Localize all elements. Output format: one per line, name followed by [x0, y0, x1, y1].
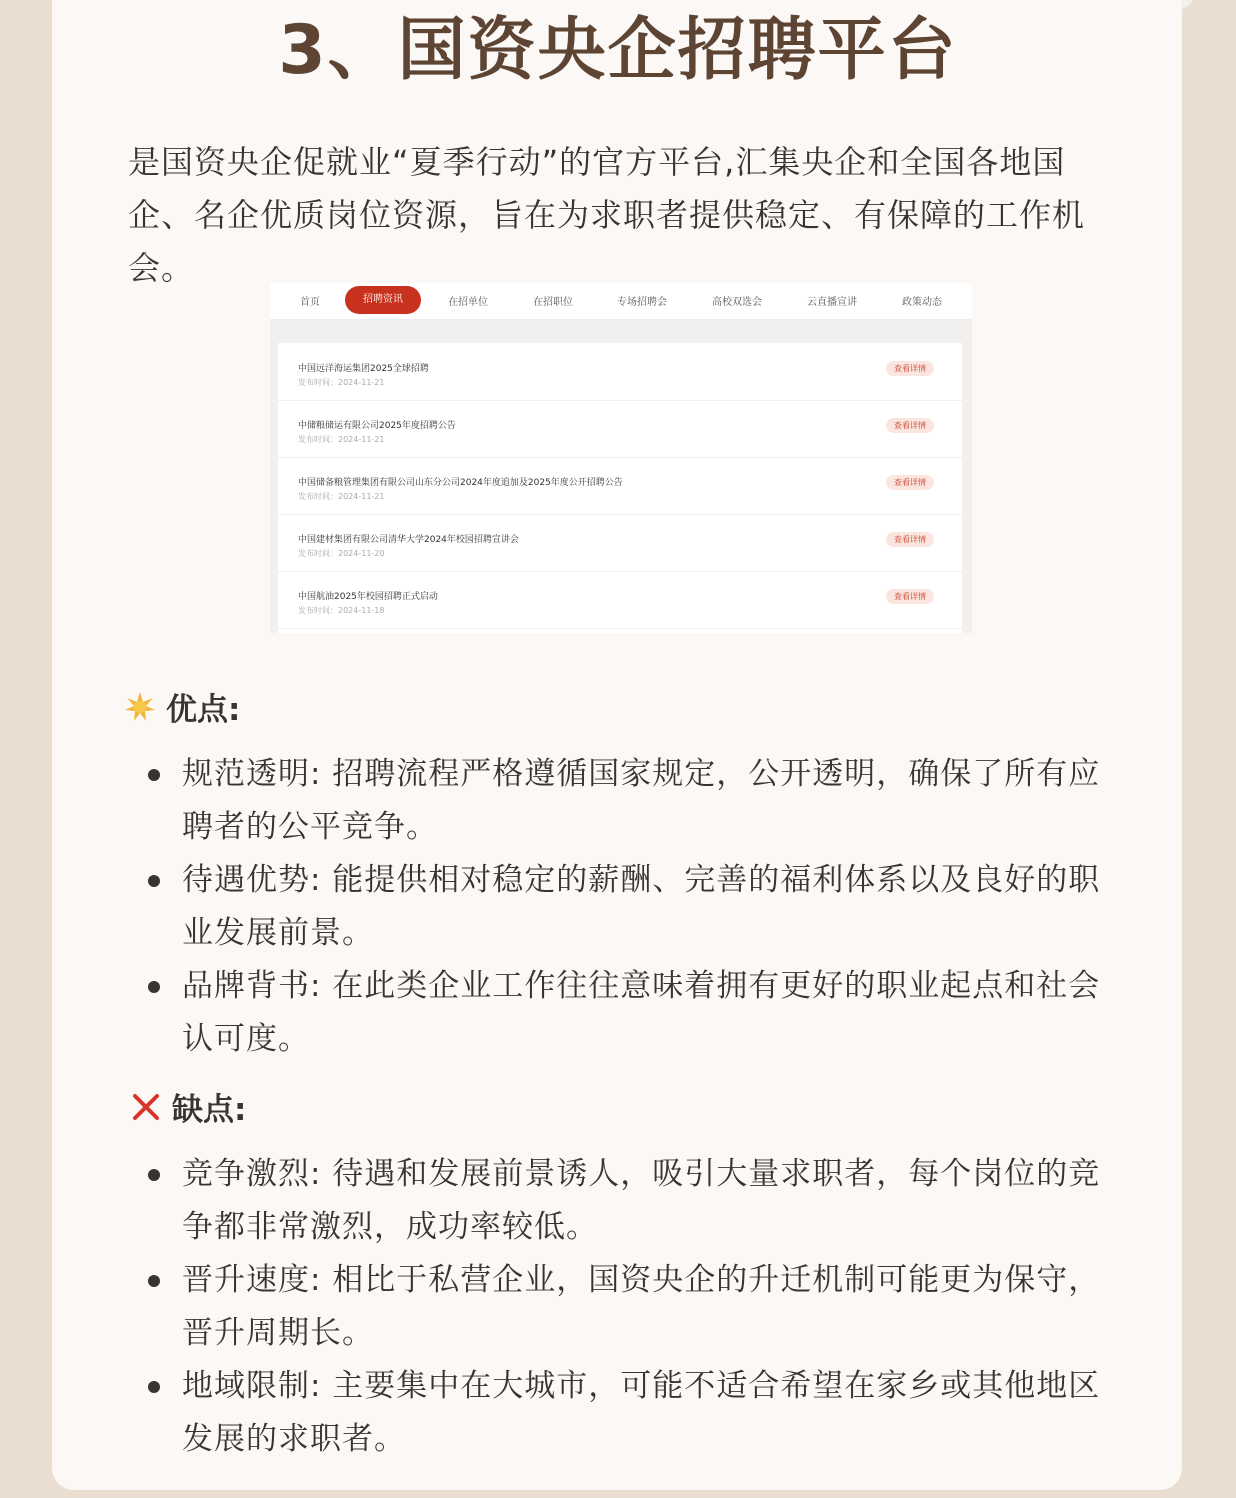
news-list: [278, 343, 962, 633]
nav-item-home[interactable]: 首页: [300, 297, 320, 308]
list-item[interactable]: [278, 343, 962, 401]
list-item: 待遇优势: 能提供相对稳定的薪酬、完善的福利体系以及良好的职业发展前景。: [148, 854, 1108, 960]
view-details-button[interactable]: 查看详情: [886, 532, 934, 547]
list-item-date: 发布时间：2024-11-18: [298, 606, 385, 615]
list-item[interactable]: [278, 514, 962, 572]
intro-paragraph: 是国资央企促就业“夏季行动”的官方平台,汇集央企和全国各地国企、名企优质岗位资源，旨在为求职者提供稳定、有保障的工作机会。: [128, 143, 1086, 287]
cons-list: [148, 1148, 1108, 1466]
list-item: 品牌背书: 在此类企业工作往往意味着拥有更好的职业起点和社会认可度。: [148, 960, 1108, 1066]
page-title: 3、国资央企招聘平台: [278, 11, 958, 90]
nav-item-recruit-news[interactable]: 招聘资讯: [345, 286, 421, 314]
list-item-title: 中国航油2025年校园招聘正式启动: [298, 592, 438, 602]
view-details-button[interactable]: 查看详情: [886, 361, 934, 376]
screenshot-nav-bar: [270, 283, 972, 320]
nav-item-hiring-units[interactable]: 在招单位: [448, 297, 488, 308]
nav-item-campus-fairs[interactable]: 高校双选会: [712, 297, 762, 308]
view-details-button[interactable]: 查看详情: [886, 475, 934, 490]
list-item: 竞争激烈: 待遇和发展前景诱人，吸引大量求职者，每个岗位的竞争都非常激烈，成功率较低。: [148, 1148, 1108, 1254]
view-details-button[interactable]: 查看详情: [886, 418, 934, 433]
cons-heading: [130, 1084, 246, 1129]
pros-list: [148, 748, 1108, 1066]
list-item: 地域限制: 主要集中在大城市，可能不适合希望在家乡或其他地区发展的求职者。: [148, 1360, 1108, 1466]
view-details-button[interactable]: 查看详情: [886, 589, 934, 604]
list-item-title: 中国建材集团有限公司清华大学2024年校园招聘宣讲会: [298, 535, 519, 545]
list-item[interactable]: [278, 571, 962, 629]
list-item: 规范透明: 招聘流程严格遵循国家规定，公开透明，确保了所有应聘者的公平竞争。: [148, 748, 1108, 854]
red-cross-icon: [130, 1091, 162, 1123]
list-item: 晋升速度: 相比于私营企业，国资央企的升迁机制可能更为保守，晋升周期长。: [148, 1254, 1108, 1360]
nav-item-hiring-positions[interactable]: 在招职位: [533, 297, 573, 308]
list-item-date: 发布时间：2024-11-20: [298, 549, 385, 558]
list-item-title: 中国储备粮管理集团有限公司山东分公司2024年度追加及2025年度公开招聘公告: [298, 478, 623, 488]
list-item[interactable]: [278, 400, 962, 458]
cons-heading-text: 缺点:: [172, 1092, 247, 1128]
pros-heading-text: 优点:: [166, 692, 241, 728]
nav-item-job-fairs[interactable]: 专场招聘会: [617, 297, 667, 308]
sparkle-star-icon: [124, 691, 156, 723]
list-item-date: 发布时间：2024-11-21: [298, 435, 385, 444]
nav-item-live-talks[interactable]: 云直播宣讲: [807, 297, 857, 308]
pros-heading: [124, 684, 240, 729]
list-item[interactable]: [278, 457, 962, 515]
nav-item-policy-news[interactable]: 政策动态: [902, 297, 942, 308]
platform-screenshot: [270, 283, 972, 633]
list-item-date: 发布时间：2024-11-21: [298, 378, 385, 387]
list-item-date: 发布时间：2024-11-21: [298, 492, 385, 501]
list-item-title: 中国远洋海运集团2025全球招聘: [298, 364, 429, 374]
list-item-title: 中储粮储运有限公司2025年度招聘公告: [298, 421, 456, 431]
